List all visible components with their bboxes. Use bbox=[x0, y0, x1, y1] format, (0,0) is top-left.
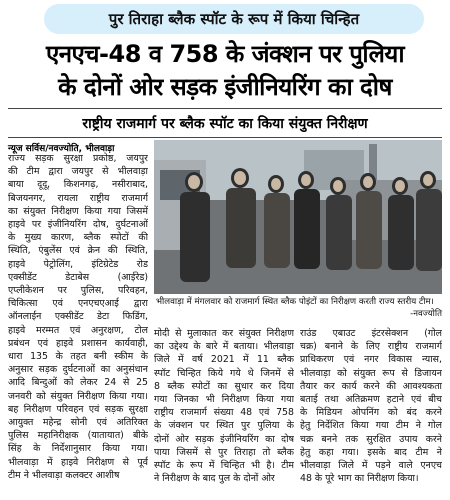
article-line: बाया दूदू, किशनगढ़, नसीराबाद, bbox=[8, 179, 148, 191]
article-line: चक्र) बनाने के लिए राष्ट्रीय राजमार्ग bbox=[300, 341, 442, 353]
article-line: ऑनलाईन एक्सीडेंट डेटा फिडिंग, bbox=[8, 311, 148, 323]
article-line: अनुसार सड़क दुर्घटनाओं का अनुसंधान bbox=[8, 364, 148, 376]
article-line: आयुक्त महेन्द्र सोनी एवं अतिरिक्त bbox=[8, 417, 148, 429]
article-line: भीलवाड़ा को संयुक्त रूप से डिजायन bbox=[300, 367, 442, 379]
article-line: स्थिति, एंबुलेंस एवं क्रेन की स्थिति, bbox=[8, 245, 148, 257]
article-column-3 bbox=[300, 327, 442, 485]
article-line: हाइवे मरम्मत एवं अनुरक्षण, टोल bbox=[8, 324, 148, 336]
article-line: दोनों ओर सड़क इंजीनियरिंग का दोष bbox=[154, 433, 294, 445]
article-line: बताई तथा अतिक्रमण हटाने एवं बीच bbox=[300, 394, 442, 406]
article-line: 48 के पूरे भाग का निरीक्षण किया। bbox=[300, 473, 419, 485]
article-line: 8 ब्लैक स्पोटों का सुधार कर दिया bbox=[154, 380, 294, 392]
article-line: ने निरीक्षण के बाद पुल के दोनों ओर bbox=[154, 473, 275, 485]
article-line: हाइवे पेट्रोलिंग, इंटिग्रेटेड रोड bbox=[8, 258, 148, 270]
article-line: जनवरी को संयुक्त निरीक्षण किया गया। bbox=[8, 390, 148, 402]
news-photo bbox=[154, 140, 442, 294]
article-line: का उद्देश्य के बारे में बताया। भीलवाड़ा bbox=[154, 341, 294, 353]
headline-line-2: के दोनों ओर सड़क इंजीनियरिंग का दोष bbox=[58, 73, 392, 101]
headline bbox=[8, 38, 442, 104]
article-line: पाया जिसमें से पुर तिराहा तो ब्लैक bbox=[154, 446, 294, 458]
article-line: चिकित्सा एवं एनएचएआई द्वारा bbox=[8, 298, 148, 310]
article-line: हेतु निर्देशित किया गया टीम ने गोल bbox=[300, 420, 442, 432]
rule-bottom bbox=[8, 137, 442, 138]
headline-line-1: एनएच-48 व 758 के जंक्शन पर पुलिया bbox=[45, 40, 405, 68]
article-line: हेतु कहा गया। इसके बाद टीम ने bbox=[300, 446, 442, 458]
article-line: टीम ने भीलवाड़ा कलक्टर आशीष bbox=[8, 469, 120, 481]
article-line: के मुख्य कारण, ब्लैक स्पोटों की bbox=[8, 232, 148, 244]
article-line: भीलवाड़ा जिले में पड़ने वाले एनएच bbox=[300, 460, 442, 472]
article-column-1 bbox=[8, 152, 148, 482]
article-line: राउंड एबाउट इंटरसेक्शन (गोल bbox=[300, 328, 442, 339]
article-line: स्पॉट के रूप में चिन्हित भी है। टीम bbox=[154, 460, 294, 472]
article-line: गया जिनका भी निरीक्षण किया गया bbox=[154, 394, 294, 406]
photo-credit: -नवज्योति bbox=[410, 309, 442, 319]
article-line: के मिडियन ओपनिंग को बंद करने bbox=[300, 407, 442, 419]
byline: न्यूज सर्विस/नवज्योति, भीलवाड़ा bbox=[8, 144, 115, 154]
article-line: के जंक्शन पर स्थित पुर पुलिया के bbox=[154, 420, 294, 432]
article-line: स्पॉट चिन्हित किये गये थे जिनमें से bbox=[154, 367, 294, 379]
article-line: धारा 135 के तहत बनी स्कीम के bbox=[8, 351, 148, 363]
article-line: राज्य सड़क सुरक्षा प्रकोष्ठ, जयपुर bbox=[8, 153, 148, 164]
article-column-2 bbox=[154, 327, 294, 485]
article-line: हाइवे पर इंजीनियरिंग दोष, दुर्घटनाओं bbox=[8, 219, 148, 231]
article-line: प्रबंधन एवं हाइवे प्रशासन कार्यवाही, bbox=[8, 337, 148, 349]
article-line: भीलवाड़ा में हाइवे निरीक्षण से पूर्व bbox=[8, 456, 148, 468]
article-line: एक्सीडेंट डेटाबेस (आईरेड) bbox=[8, 271, 148, 283]
subheadline-text: राष्ट्रीय राजमार्ग पर ब्लैक स्पॉट का किया संयुक्त निरीक्षण bbox=[82, 115, 368, 132]
article-line: एप्लीकेशन पर पुलिस, परिवहन, bbox=[8, 285, 148, 297]
article-line: बह निरीक्षण परिवहन एवं सड़क सुरक्षा bbox=[8, 403, 148, 415]
article-line: तैयार कर कार्य करने की आवश्यकता bbox=[300, 380, 442, 392]
article-line: की टीम द्वारा जयपुर से भीलवाड़ा bbox=[8, 166, 148, 178]
article-line: बिजयनगर, रायला राष्ट्रीय राजमार्ग bbox=[8, 192, 148, 204]
inspection-photo-image bbox=[154, 140, 442, 294]
article-line: प्राधिकरण एवं नगर विकास न्यास, bbox=[300, 354, 442, 366]
article-line: जिले में वर्ष 2021 में 11 ब्लैक bbox=[154, 354, 294, 366]
photo-caption-text: भीलवाड़ा में मंगलवार को राजमार्ग स्थित ब्लैक पोइंटों का निरीक्षण करती राज्य स्तरीय टीम। bbox=[156, 297, 434, 307]
photo-caption bbox=[156, 296, 442, 320]
rule-top bbox=[8, 108, 442, 109]
article-line: चक्र बनने तक सुरक्षित उपाय करने bbox=[300, 433, 442, 445]
article-line: मोदी से मुलाकात कर संयुक्त निरीक्षण bbox=[154, 328, 294, 339]
article-line: राष्ट्रीय राजमार्ग संख्या 48 एवं 758 bbox=[154, 407, 294, 419]
kicker-banner bbox=[44, 4, 424, 34]
subheadline bbox=[8, 110, 442, 136]
article-line: आदि बिन्दुओं को लेकर 24 से 25 bbox=[8, 377, 148, 389]
article-line: सिंह के निर्देशानुसार किया गया। bbox=[8, 443, 148, 455]
article-line: का संयुक्त निरीक्षण किया गया जिसमें bbox=[8, 205, 148, 217]
article-line: पुलिस महानिरीक्षक (यातायात) बीके bbox=[8, 430, 148, 442]
kicker-text: पुर तिराहा ब्लैक स्पॉट के रूप में किया चिन्हित bbox=[108, 10, 360, 28]
